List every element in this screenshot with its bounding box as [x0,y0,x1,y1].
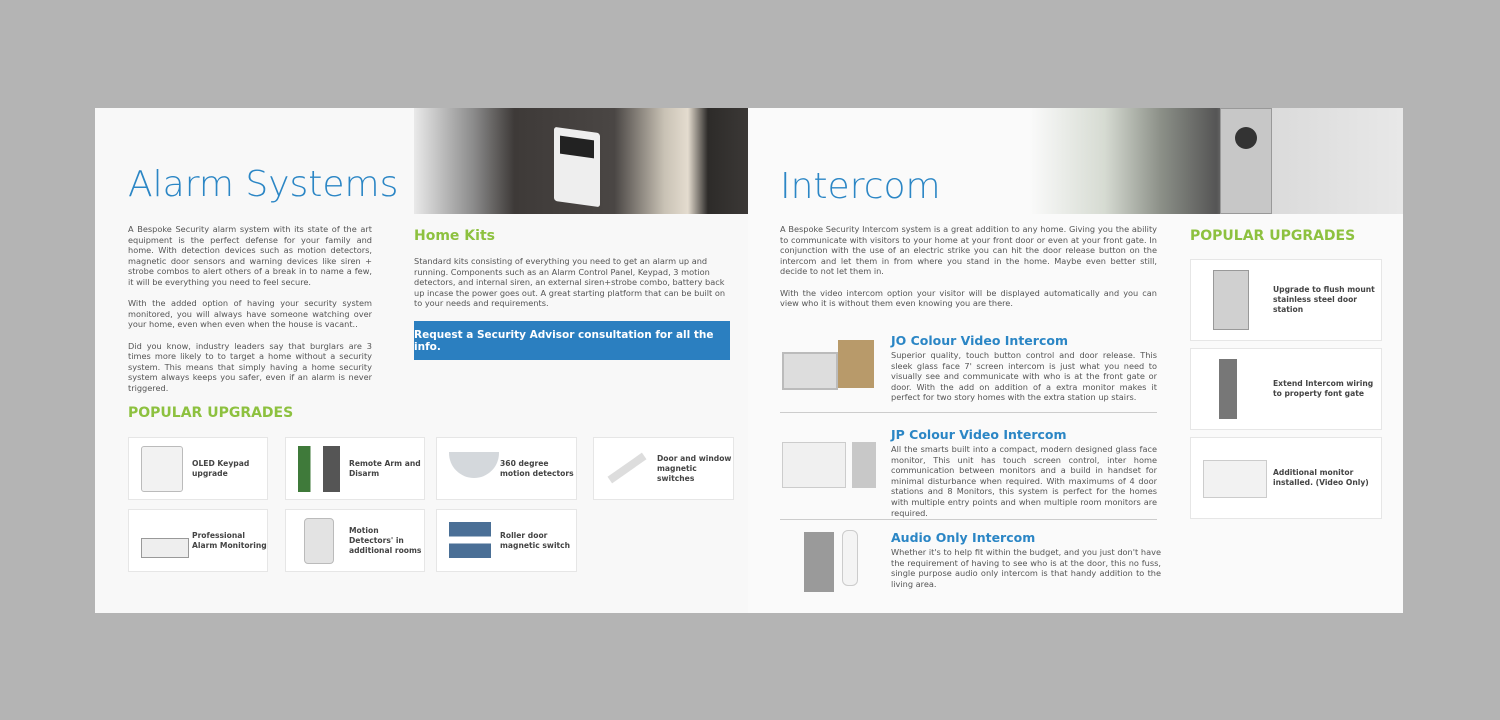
upgrade-label: 360 degree motion detectors [500,458,574,478]
gate-intercom-photo [1030,108,1403,214]
upgrade-card [436,509,577,572]
product-title: JP Colour Video Intercom [891,427,1067,442]
roller-switch-icon [449,522,491,558]
home-kits-text: Standard kits consisting of everything you need to get an alarm up and running. Components such as an Alarm Control Panel, Keypad, 3 motion detectors, and internal siren, an external siren+strobe combo, battery back up incase the power goes out. A great starting platform that can be built on to your needs and requirements. [414,256,726,309]
upgrade-label: OLED Keypad upgrade [192,458,250,478]
upgrade-card [128,509,268,572]
consultation-button[interactable]: Request a Security Advisor consultation for all the info. [414,321,730,360]
jp-intercom-image [782,442,876,490]
product-text: Superior quality, touch button control and door release. This sleek glass face 7' screen intercom is just what you need to visually see and communicate with who is at the front gate or door. With the add on addition of a extra monitor makes it perfect for two story homes with the extra station up stairs. [891,350,1157,403]
upgrade-label: Professional Alarm Monitoring [192,530,267,550]
intercom-upgrades-heading: POPULAR UPGRADES [1190,228,1356,244]
upgrade-card [285,437,425,500]
divider [780,519,1157,520]
upgrade-card [1190,348,1382,430]
upgrade-label: Roller door magnetic switch [500,530,571,550]
upgrade-card [593,437,734,500]
keypad-photo [414,108,748,214]
intercom-paragraph: With the video intercom option your visitor will be displayed automatically and you can view who it is without them even knowing you are there. [780,287,1157,309]
intercom-title: Intercom [780,166,941,207]
upgrade-label: Additional monitor installed. (Video Only) [1273,468,1369,487]
upgrade-card [128,437,268,500]
alarm-title: Alarm Systems [128,164,399,205]
alarm-intro [128,224,372,404]
upgrade-card [1190,259,1382,341]
alarm-paragraph: Did you know, industry leaders say that burglars are 3 times more likely to to target a home without a security system. This means that simply having a home security system always keeps you safer, even if an alarm is never triggered. [128,340,372,393]
upgrade-label: Extend Intercom wiring to property font gate [1273,379,1374,398]
jo-intercom-image [782,338,874,394]
motion-sensor-icon [304,518,334,564]
upgrade-label: Remote Arm and Disarm [349,458,421,478]
product-title: JO Colour Video Intercom [891,333,1068,348]
upgrade-label: Upgrade to flush mount stainless steel door station [1273,285,1375,314]
home-kits-heading: Home Kits [414,228,495,244]
audio-intercom-image [804,530,860,594]
remote-icon [298,446,340,492]
alarm-upgrades-heading: POPULAR UPGRADES [128,405,294,421]
monitor-icon [1203,460,1267,498]
product-text: Whether it's to help fit within the budget, and you just don't have the requirement of having to see who is at the door, this no fuss, single purpose audio only intercom is that handy addition to the living area. [891,547,1161,589]
upgrade-card [436,437,577,500]
intercom-intro [780,224,1157,319]
alarm-paragraph: With the added option of having your security system monitored, you will always have someone watching over your home, even when even when the house is vacant.. [128,298,372,330]
upgrade-card [1190,437,1382,519]
product-text: All the smarts built into a compact, modern designed glass face monitor, This unit has touch screen control, inter home communication between monitors and a build in handset for minimal disturbance when required. With maximums of 4 door stations and 8 Monitors, this system is perfect for the homes with multiple entry points and when multiple room monitors are required. [891,444,1157,518]
divider [780,412,1157,413]
upgrade-label: Motion Detectors' in additional rooms [349,525,422,555]
intercom-paragraph: A Bespoke Security Intercom system is a great addition to any home. Giving you the ability to communicate with visitors to your home at your front door or even at your front gate. In conjunction with the use of an electric strike you can hit the door release button on the intercom and let them in from where you stand in the home. Maybe even better still, decide to not let them in. [780,224,1157,277]
keypad-icon [141,446,183,492]
alarm-paragraph: A Bespoke Security alarm system with its state of the art equipment is the perfect defense for your family and home. With detection devices such as motion detectors, magnetic door sensors and warning devices like siren + strobe combos to alert others of a break in to name a few, it will be everything you need to feel secure. [128,224,372,287]
motion-detector-icon [449,452,499,478]
upgrade-card [285,509,425,572]
upgrade-label: Door and window magnetic switches [657,453,732,483]
product-title: Audio Only Intercom [891,530,1036,545]
door-station-icon [1213,270,1249,330]
monitoring-unit-icon [141,538,189,558]
electric-strike-icon [1219,359,1237,419]
magnetic-switch-icon [608,453,647,484]
